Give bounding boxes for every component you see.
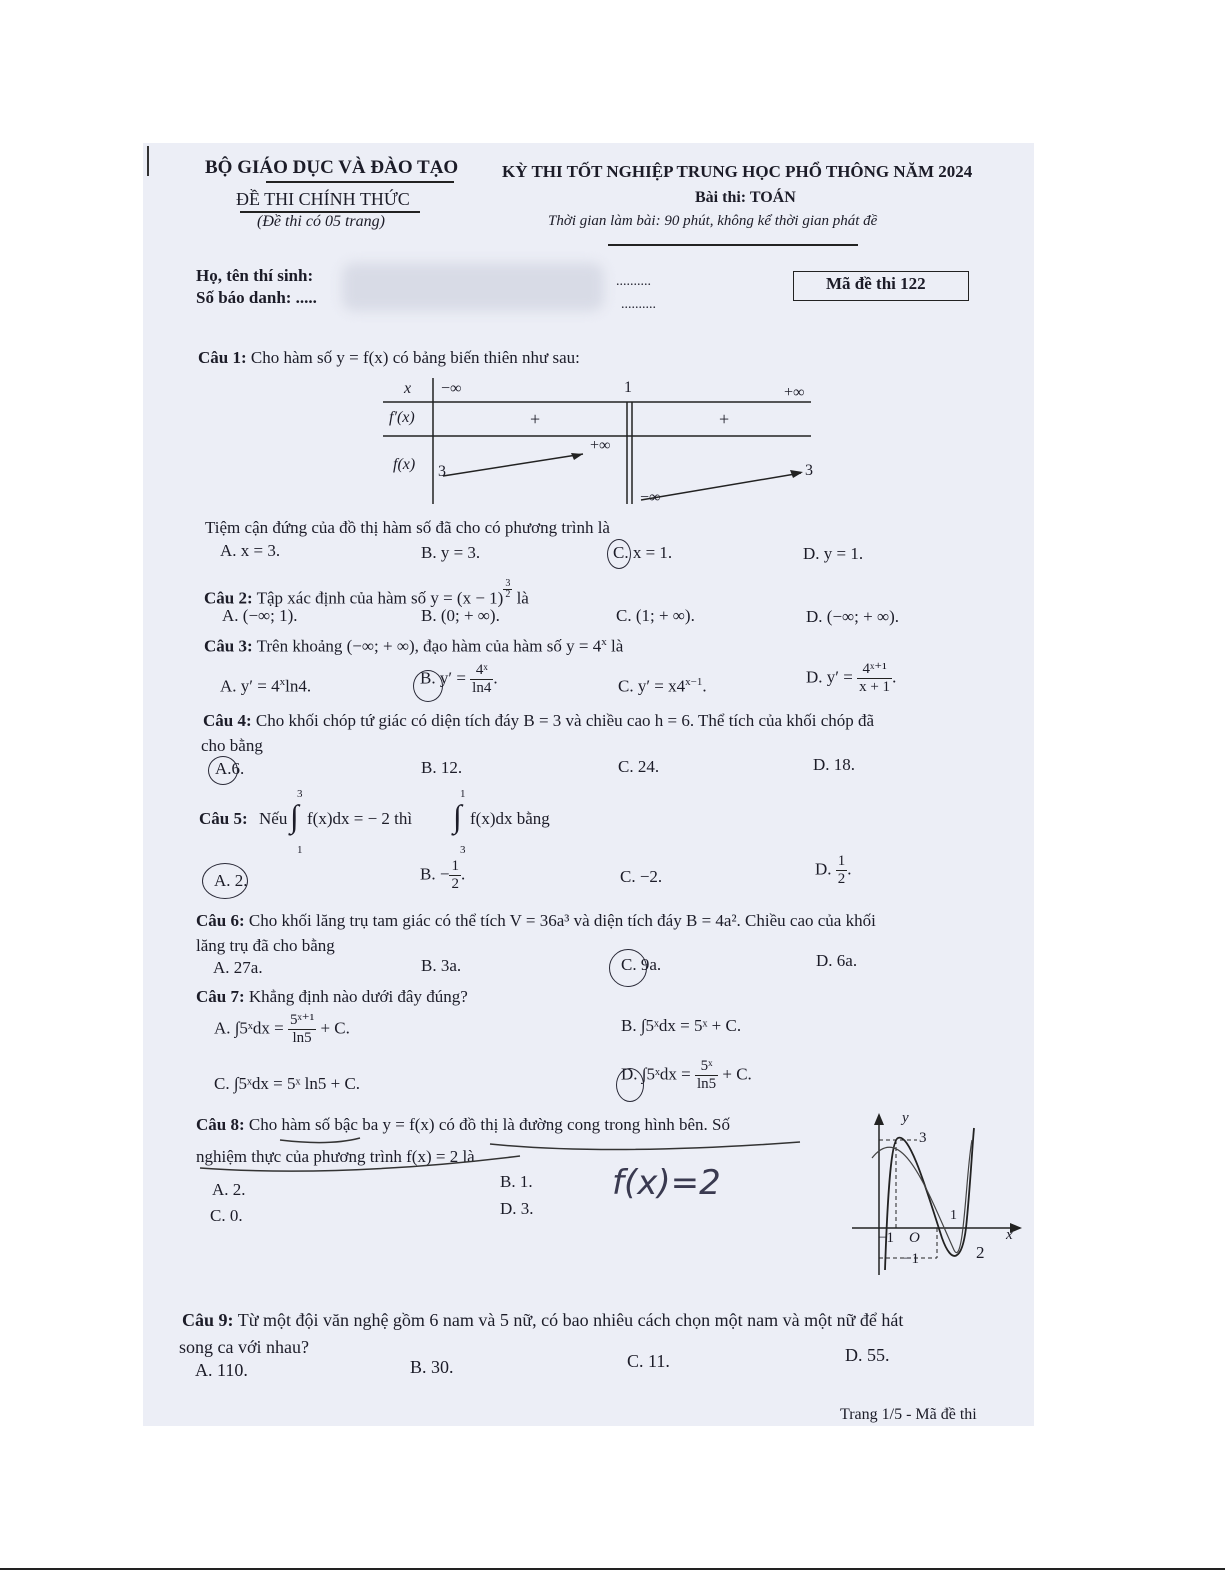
q7-d-frac xyxy=(695,1058,718,1093)
q7-d-den: ln5 xyxy=(696,1076,717,1092)
graph-origin: O xyxy=(909,1230,920,1246)
q5-d-frac xyxy=(836,853,848,888)
q6-text: Cho khối lăng trụ tam giác có thể tích V = 36a³ và diện tích đáy B = 4a². Chiều cao của khối xyxy=(248,911,876,930)
q5-integral-1-icon: ∫ xyxy=(290,798,299,834)
q5-stem-a: Nếu xyxy=(259,809,288,828)
redacted-name xyxy=(342,263,604,311)
q7-a-tail: + C. xyxy=(320,1018,350,1038)
q1-option-c-letter: C xyxy=(613,543,625,562)
vt-f-right-end: 3 xyxy=(805,462,813,479)
vt-f-left-start: 3 xyxy=(438,463,446,480)
ministry-underline xyxy=(266,181,454,183)
vt-x-label: x xyxy=(404,380,412,397)
q7-a-frac xyxy=(288,1012,316,1047)
q4-option-d[interactable]: D. 18. xyxy=(813,755,856,774)
q9-stem xyxy=(182,1310,903,1331)
q7-option-a[interactable] xyxy=(214,1012,350,1047)
q8-option-a[interactable]: A. 2. xyxy=(212,1180,246,1199)
q5-label: Câu 5: xyxy=(199,809,248,828)
vt-f-right-start: −∞ xyxy=(640,489,661,506)
q8-option-b[interactable]: B. 1. xyxy=(500,1172,533,1191)
q5-option-c[interactable]: C. −2. xyxy=(620,867,663,886)
vt-fprime-label: f′(x) xyxy=(389,409,415,426)
q1-option-a[interactable]: A. x = 3. xyxy=(220,541,281,560)
q3-stem xyxy=(204,636,623,657)
q1-text: Cho hàm số y = f(x) có bảng biến thiên như sau: xyxy=(250,348,580,367)
q5-int1-top: 3 xyxy=(297,788,303,800)
time-note: Thời gian làm bài: 90 phút, không kể thời gian phát đề xyxy=(548,213,878,229)
q3-a-text: A. y′ = 4 xyxy=(220,676,280,696)
q9-label: Câu 9: xyxy=(182,1310,234,1330)
q5-int2-bot: 3 xyxy=(460,844,466,856)
q4-text: Cho khối chóp tứ giác có diện tích đáy B = 3 và chiều cao h = 6. Thể tích của khối chóp đã xyxy=(255,711,875,730)
q9-stem-2: song ca với nhau? xyxy=(179,1337,309,1357)
handwritten-note: f(x)=2 xyxy=(612,1163,721,1203)
q2-tail: là xyxy=(516,588,529,608)
q3-d-num: 4ˣ⁺¹ xyxy=(857,661,892,679)
q3-a-exp: x xyxy=(279,676,286,688)
graph-label-1: 1 xyxy=(950,1208,957,1223)
q5-option-d[interactable]: D. $\frac{1}{2}$ . xyxy=(815,853,852,887)
q3-c-exp: x−1 xyxy=(685,676,703,688)
q6-label: Câu 6: xyxy=(196,911,245,930)
graph-label-3: 3 xyxy=(919,1130,927,1146)
q6-option-d[interactable]: D. 6a. xyxy=(816,951,858,970)
q2-exponent xyxy=(503,579,512,600)
q4-option-c[interactable]: C. 24. xyxy=(618,757,660,776)
q3-b-text: y′ = xyxy=(439,668,466,688)
graph-label-2: 2 xyxy=(976,1243,985,1262)
q7-d-num: 5ˣ xyxy=(695,1058,718,1076)
q8-stem-2: nghiệm thực của phương trình f(x) = 2 là xyxy=(196,1147,475,1166)
vt-x-one: 1 xyxy=(624,379,632,396)
q1-option-d[interactable]: D. y = 1. xyxy=(803,544,864,563)
q6-c-letter: C. xyxy=(621,955,637,974)
q5-d-text: D. xyxy=(815,859,832,879)
q9-option-d[interactable]: D. 55. xyxy=(845,1345,890,1365)
q2-option-c[interactable]: C. (1; + ∞). xyxy=(616,606,695,625)
q3-tail: là xyxy=(610,636,624,656)
q1-option-c[interactable] xyxy=(613,543,672,563)
q1-option-c-text: . x = 1. xyxy=(624,543,673,562)
q3-option-d[interactable]: D. y′ = $\frac{\text{4ˣ⁺¹}}{x + 1}$ . xyxy=(806,661,897,695)
q9-option-b[interactable]: B. 30. xyxy=(410,1357,454,1377)
q1-stem xyxy=(198,348,580,368)
q9-option-a[interactable]: A. 110. xyxy=(195,1360,248,1380)
vt-x-neg-inf: −∞ xyxy=(441,380,462,397)
q7-d-letter: D. xyxy=(621,1064,638,1084)
dots-2: .......... xyxy=(621,297,656,312)
name-label: Họ, tên thí sinh: xyxy=(196,266,314,285)
q7-stem xyxy=(196,987,468,1007)
subject: Bài thi: TOÁN xyxy=(695,189,796,206)
q5-a-letter: A. xyxy=(214,871,231,890)
q4-option-b[interactable]: B. 12. xyxy=(421,758,463,777)
q8-label: Câu 8: xyxy=(196,1115,245,1134)
q5-integral-2-icon: ∫ xyxy=(453,798,462,834)
q7-text: Khẳng định nào dưới đây đúng? xyxy=(248,987,468,1006)
q6-c-text: 9a. xyxy=(640,955,662,974)
graph-label-neg1-x: −1 xyxy=(878,1230,894,1246)
q5-b-frac xyxy=(449,858,461,893)
q2-exp-num: 3 xyxy=(505,578,511,589)
id-label: Số báo danh: ..... xyxy=(196,288,317,307)
q3-b-letter: B. xyxy=(420,668,436,688)
q1-question: Tiệm cận đứng của đồ thị hàm số đã cho có phương trình là xyxy=(205,518,610,537)
q5-int1-body: f(x)dx = − 2 thì xyxy=(307,809,413,828)
graph-label-neg1-y: −1 xyxy=(903,1251,919,1267)
q4-stem xyxy=(203,711,874,731)
q8-text: Cho hàm số bậc ba y = f(x) có đồ thị là đường cong trong hình bên. Số xyxy=(248,1115,730,1134)
q5-d-den: 2 xyxy=(837,871,846,887)
q7-option-c[interactable]: C. ∫5ˣdx = 5ˣ ln5 + C. xyxy=(214,1074,361,1093)
vt-f-label: f(x) xyxy=(393,456,416,473)
q8-option-d[interactable]: D. 3. xyxy=(500,1199,534,1218)
q3-b-frac xyxy=(470,662,493,697)
q7-label: Câu 7: xyxy=(196,987,245,1006)
graph-x-label: x xyxy=(1006,1227,1013,1243)
q9-text: Từ một đội văn nghệ gồm 6 nam và 5 nữ, có bao nhiêu cách chọn một nam và một nữ để hát xyxy=(237,1310,904,1330)
q5-b-num: 1 xyxy=(451,858,459,874)
dots-1: .......... xyxy=(616,274,651,289)
q3-b-den: ln4 xyxy=(472,680,492,696)
page-footer: Trang 1/5 - Mã đề thi xyxy=(840,1406,977,1423)
q3-option-b[interactable]: B. y′ = $\frac{\text{4ˣ}}{\ln 4}$ . xyxy=(420,662,498,696)
q6-option-b[interactable]: B. 3a. xyxy=(421,956,462,975)
q3-a-tail: ln4. xyxy=(285,676,312,696)
q5-int2-top: 1 xyxy=(460,788,466,800)
scan-mark xyxy=(147,146,149,176)
q4-a-text: 6. xyxy=(231,759,245,778)
q3-option-a[interactable] xyxy=(220,676,311,697)
q7-option-d[interactable] xyxy=(621,1058,752,1093)
q7-a-den: ln5 xyxy=(292,1030,312,1046)
q6-option-c[interactable] xyxy=(621,955,661,975)
title-underline xyxy=(608,244,858,246)
q3-c-text: C. y′ = x4 xyxy=(618,676,686,696)
q3-d-den: x + 1 xyxy=(859,679,891,695)
official-label: ĐỀ THI CHÍNH THỨC xyxy=(236,189,410,209)
q7-d-text: ∫5ˣdx = xyxy=(641,1064,691,1084)
q3-label: Câu 3: xyxy=(204,636,253,656)
q5-b-text: B. − xyxy=(420,864,450,884)
q5-option-b[interactable]: B. − $\frac{1}{2}$ . xyxy=(420,858,466,892)
q2-exp-den: 2 xyxy=(505,589,511,600)
q3-d-frac xyxy=(857,661,892,696)
cubic-graph xyxy=(842,1110,1027,1280)
q3-text: Trên khoảng (−∞; + ∞), đạo hàm của hàm số y = 4 xyxy=(256,636,602,656)
q2-option-d[interactable]: D. (−∞; + ∞). xyxy=(806,607,899,626)
q3-c-tail: . xyxy=(702,676,707,696)
q8-option-c[interactable]: C. 0. xyxy=(210,1206,243,1225)
q2-option-a[interactable]: A. (−∞; 1). xyxy=(222,606,298,625)
q7-option-b[interactable]: B. ∫5ˣdx = 5ˣ + C. xyxy=(621,1016,742,1035)
graph-y-label: y xyxy=(902,1110,909,1126)
q2-label: Câu 2: xyxy=(204,588,253,608)
q2-stem xyxy=(204,579,529,609)
q7-d-tail: + C. xyxy=(722,1064,752,1084)
vt-x-pos-inf: +∞ xyxy=(784,384,805,401)
q4-label: Câu 4: xyxy=(203,711,252,730)
pages-note: (Đề thi có 05 trang) xyxy=(257,213,385,230)
q7-a-num: 5ˣ⁺¹ xyxy=(289,1012,315,1028)
q6-option-a[interactable]: A. 27a. xyxy=(213,958,263,977)
q5-a-text: 2. xyxy=(234,871,248,890)
q3-b-num: 4ˣ xyxy=(470,662,493,680)
ministry-name: BỘ GIÁO DỤC VÀ ĐÀO TẠO xyxy=(205,157,459,178)
q6-stem xyxy=(196,911,876,931)
q1-label: Câu 1: xyxy=(198,348,247,367)
exam-code: Mã đề thi 122 xyxy=(826,274,926,293)
q5-int2-body: f(x)dx bằng xyxy=(470,809,550,828)
q4-stem-2: cho bằng xyxy=(201,736,263,755)
vt-sign-right: + xyxy=(719,409,730,429)
q3-option-c[interactable] xyxy=(618,676,707,697)
q5-int1-bot: 1 xyxy=(297,844,303,856)
q2-text: Tập xác định của hàm số y = (x − 1) xyxy=(256,588,504,608)
q5-d-num: 1 xyxy=(837,853,846,869)
vt-f-left-end: +∞ xyxy=(590,437,611,454)
q9-option-c[interactable]: C. 11. xyxy=(627,1351,670,1371)
bottom-rule xyxy=(0,1568,1225,1570)
q1-option-b[interactable]: B. y = 3. xyxy=(421,543,481,562)
q3-stem-exp: x xyxy=(601,636,607,648)
q5-option-a[interactable] xyxy=(214,871,248,891)
q4-a-letter: A. xyxy=(215,759,232,778)
q3-d-text: D. y′ = xyxy=(806,667,853,687)
q7-a-text: A. ∫5ˣdx = xyxy=(214,1018,284,1038)
q4-option-a[interactable] xyxy=(215,759,244,779)
q5-b-den: 2 xyxy=(451,876,459,892)
q2-option-b[interactable]: B. (0; + ∞). xyxy=(421,606,500,625)
q6-stem-2: lăng trụ đã cho bằng xyxy=(196,936,335,955)
vt-sign-left: + xyxy=(530,409,541,429)
exam-title: KỲ THI TỐT NGHIỆP TRUNG HỌC PHỔ THÔNG NĂM 2024 xyxy=(502,162,973,181)
